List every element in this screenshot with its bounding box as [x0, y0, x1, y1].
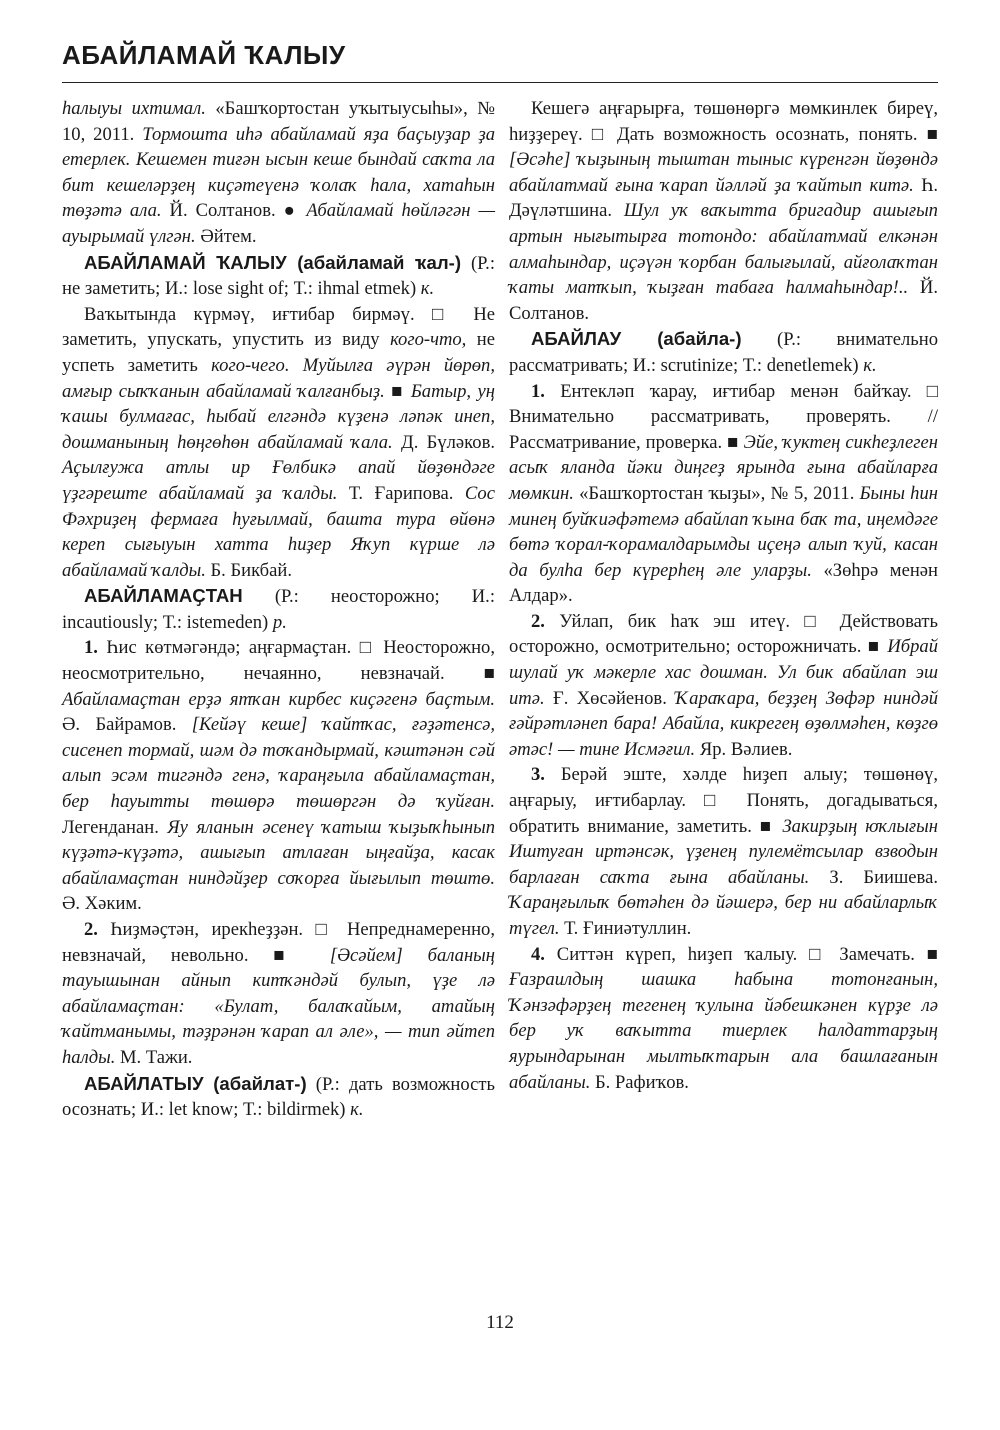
text-run: Ваҡытында күрмәү, иғтибар бирмәү. □ Не заметить, упускать, упустить из виду — [62, 303, 495, 351]
text-run: Т. Ғарипова. — [337, 482, 465, 504]
text-run: Б. Рафиҡов. — [590, 1071, 689, 1093]
example-text: [Кейәү кеше] ҡайтҡас, ғәҙәтенсә, сисенеп тормай, шәм дә тоҡандырмай, кәштәнән сәй алып эсәм тигәндә генә, ҡараңғыла абайламаҫтан, бер һауытты төшөрә төшөргән дә ҡуйған. — [62, 714, 495, 813]
entry-abailatyu-headline — [62, 1071, 495, 1123]
example-text: Яу яланын әсенеү ҡатыш ҡыҙыҡһынып күҙәтә-күҙәтә, ашығып атлаған ыңғайҙа, касак абайламаҫтан ниндәйҙер соҡорға йығылып төштө. — [62, 816, 495, 889]
entry-abailau-sense-3 — [509, 762, 938, 941]
sense-number: 2. — [531, 610, 545, 632]
text-run: Б. Бикбай. — [205, 559, 292, 581]
text-run: Һ. Дәүләтшина. — [509, 174, 938, 222]
right-column — [509, 96, 938, 1095]
example-text: Ғазраилдың шашка һабына тотонғанын, Ҡәнзәфәрҙең тегенең ҡулына йәбешкәнен күрҙе лә бер уҡ ваҡытта тиерлек һалдаттарҙың яурындарынан мылтыҡтарын ала башлағанын абайланы. — [509, 969, 938, 1093]
headword: АБАЙЛАМАЙ ҠАЛЫУ — [84, 251, 287, 273]
entry-abailamastan-sense-2 — [62, 917, 495, 1071]
entry-abailamastan-sense-1 — [62, 635, 495, 917]
text-run: Ситтән күреп, һиҙеп ҡалыу. □ Замечать. ■ — [544, 943, 938, 965]
text-run: (Р.: не заметить; И.: lose sight of; Т.: ihmal etmek) — [62, 252, 495, 300]
example-text: [Әсәйем] баланың тауышынан айнып китҡәндәй булып, үҙе лә абайламаҫтан: «Булат, балаҡайым, атайың ҡайтманымы, тәҙрәнән ҡарап ал әле», — тип әйтеп һалды. — [62, 944, 495, 1068]
example-text: Абайламаҫтан ерҙә ятҡан кирбес киҫәгенә баҫтым. — [62, 688, 495, 710]
entry-abailau-sense-4 — [509, 942, 938, 1096]
text-run: Й. Солтанов. ● — [161, 200, 307, 222]
entry-abailatyu-sense — [509, 96, 938, 326]
text-run: (Р.: неосторожно; И.: incautiously; Т.: istemeden) — [62, 586, 495, 633]
text-run: Кешегә аңғарырға, төшөнөргә мөмкинлек биреү, һиҙҙереү. □ Дать возможность осознать, понять. ■ — [509, 98, 938, 145]
example-text: Ибрай шулай уҡ мәкерле хас дошман. Ул бик абайлап эш итә. — [509, 636, 938, 709]
text-run: Әйтем. — [195, 225, 257, 247]
entry-abailau-headline — [509, 326, 938, 378]
grammar-form: (абайлат-) — [203, 1072, 307, 1094]
entry-abailau-sense-2 — [509, 609, 938, 763]
example-text: Аҫылғужа атлы ир Ғөлбикә апай йөҙөндәге үҙгәреште абайламай ҙа ҡалды. — [62, 457, 495, 504]
headword: АБАЙЛАТЫУ — [84, 1072, 204, 1094]
entry-abailamastan-headline — [62, 583, 495, 635]
text-run: ■ — [384, 380, 411, 402]
text-run: «Зөһрә менән Алдар». — [509, 559, 938, 607]
example-text: Батыр, уң ҡашы булмағас, һыбай елгәндә күҙенә ләпәк инеп, дошманының һөңгөһөн абайламай ҡала. — [62, 380, 496, 453]
entry-abailau-sense-1 — [509, 379, 938, 609]
running-head: АБАЙЛАМАЙ ҠАЛЫУ — [62, 40, 346, 70]
example-text: Сос Фәхриҙең фермаға һуғылмай, башта тура өйөнә кереп сығыуын хатта һиҙер Яҡуп күрше лә абайламай ҡалды. — [62, 482, 495, 581]
sense-number: 1. — [531, 380, 545, 402]
headword: АБАЙЛАУ — [531, 328, 622, 350]
example-text: Шул уҡ ваҡытта бригадир ашығып артын нығытырға тотондо: абайлатмай елкәнән алмаһындар, иҫәүән ҡорбан балығылай, айғолаҡтан ҡаты матҡып, ҡыҙған табаға һалмаһындар!.. — [509, 200, 938, 299]
entry-abailamai-kalyu-sense — [62, 302, 495, 584]
example-text: к. — [420, 278, 435, 300]
example-text: [Әсәһе] ҡыҙының тыштан тыныс күренгән йөҙөндә абайлатмай ғына ҡарап йәлләй ҙа ҡайтып китә. — [509, 149, 938, 196]
example-text: Эйе, ҡуктең сикһеҙлеген асыҡ яланда йәки диңгеҙ ярында ғына абайларға мөмкин. — [509, 431, 938, 504]
entry-abailamai-kalyu-headline — [62, 250, 495, 302]
example-text: кого-чего. Муйылға әүрән йөрөп, амғыр сыҡҡанын абайламай ҡалғанбыҙ. — [62, 354, 495, 402]
text-run: Уйлап, бик һаҡ эш итеү. □ Действовать осторожно, осмотрительно; осторожничать. ■ — [509, 610, 938, 658]
grammar-form: (абайламай ҡал-) — [286, 251, 462, 273]
example-text: Тормошта иһә абайламай яҙа баҫыуҙар ҙа етерлек. Кешемен тиғән ысын кеше бындай саҡта ла бит кешеләрҙең киҫәтеүенә ҡолаҡ һала, хатаһын төҙәтә ала. — [62, 123, 496, 222]
sense-number: 3. — [531, 764, 545, 786]
text-run: Ә. Хәким. — [62, 893, 142, 915]
text-run: Һис көтмәгәндә; аңғармаҫтан. □ Неосторожно, неосмотрительно, нечаянно, невзначай. ■ — [62, 637, 495, 685]
example-text: Абайламай һөйләгән — ауырымай үлгән. — [62, 200, 495, 247]
page-number: 112 — [486, 1312, 514, 1333]
grammar-form: (абайла-) — [621, 328, 742, 350]
continued-entry-text — [62, 96, 495, 250]
text-run: Һиҙмәҫтән, ирекһеҙҙән. □ Непреднамеренно, невзначай, невольно. ■ — [62, 919, 495, 966]
example-text: р. — [272, 611, 287, 633]
text-run: З. Биишева. — [809, 866, 938, 888]
text-run: Д. Бүләков. — [392, 431, 495, 453]
text-run: Ғ. Хөсәйенов. — [544, 687, 676, 709]
text-run: Легенданан. — [62, 816, 168, 838]
text-run: Яр. Вәлиев. — [695, 738, 793, 760]
example-text: Ҡараңғылыҡ бөтәһен дә йәшерә, бер ни абайларлыҡ түгел. — [509, 892, 938, 939]
text-run: не успеть заметить — [62, 329, 496, 376]
text-run: «Башҡортостан уҡытыусыһы», № 10, 2011. — [62, 98, 496, 145]
text-run: Й. Солтанов. — [509, 277, 938, 324]
example-text: к. — [350, 1099, 364, 1121]
example-text: Быны һин минең буйҡиәфәтемә абайлап ҡына баҡ та, иңемдәге бөтә ҡорал-ҡорамалдарымды иҫеңә алып ҡуй, касан да булһа бер күрерһең әле уларҙы. — [509, 482, 938, 581]
headword: АБАЙЛАМАҪТАН — [84, 585, 243, 607]
left-column — [62, 96, 495, 1123]
text-run: «Башҡортостан ҡыҙы», № 5, 2011. — [573, 482, 860, 504]
text-run: Берәй эште, хәлде һиҙеп алыу; төшөнөү, аңғарыу, иғтибарлау. □ Понять, догадываться, обратить внимание, заметить. ■ — [509, 764, 938, 837]
sense-number: 1. — [84, 637, 98, 659]
text-run: Т. Ғиниәтуллин. — [559, 918, 692, 939]
text-run: (Р.: внимательно рассматривать; И.: scrutinize; Т.: denetlemek) — [509, 329, 938, 376]
example-text: һалыуы ихтимал. — [62, 98, 206, 119]
example-text: кого-что, — [390, 329, 467, 351]
text-run: Ентекләп ҡарау, иғтибар менән байҡау. □ Внимательно рассматривать, проверять. // Рассматривание, проверка. ■ — [509, 380, 938, 453]
sense-number: 2. — [84, 919, 98, 940]
text-run: Ә. Байрамов. — [62, 714, 192, 736]
text-run: М. Тажи. — [115, 1046, 193, 1068]
header-rule — [62, 82, 938, 83]
text-run: (Р.: дать возможность осознать; И.: let know; Т.: bildirmek) — [62, 1073, 495, 1121]
sense-number: 4. — [531, 943, 545, 965]
example-text: Закирҙың юҡлығын Иштуған иртәнсәк, үҙенең пулемётсылар взводын барлаған саҡта ғына абайланы. — [509, 815, 938, 888]
example-text: Ҡараҡара, беҙҙең Зөфәр ниндәй ғәйрәтләнеп бара! Абайла, кикрегең өҙөлмәһен, көҙгө әтәс! — тине Исмәғил. — [509, 687, 938, 760]
example-text: к. — [863, 354, 877, 376]
